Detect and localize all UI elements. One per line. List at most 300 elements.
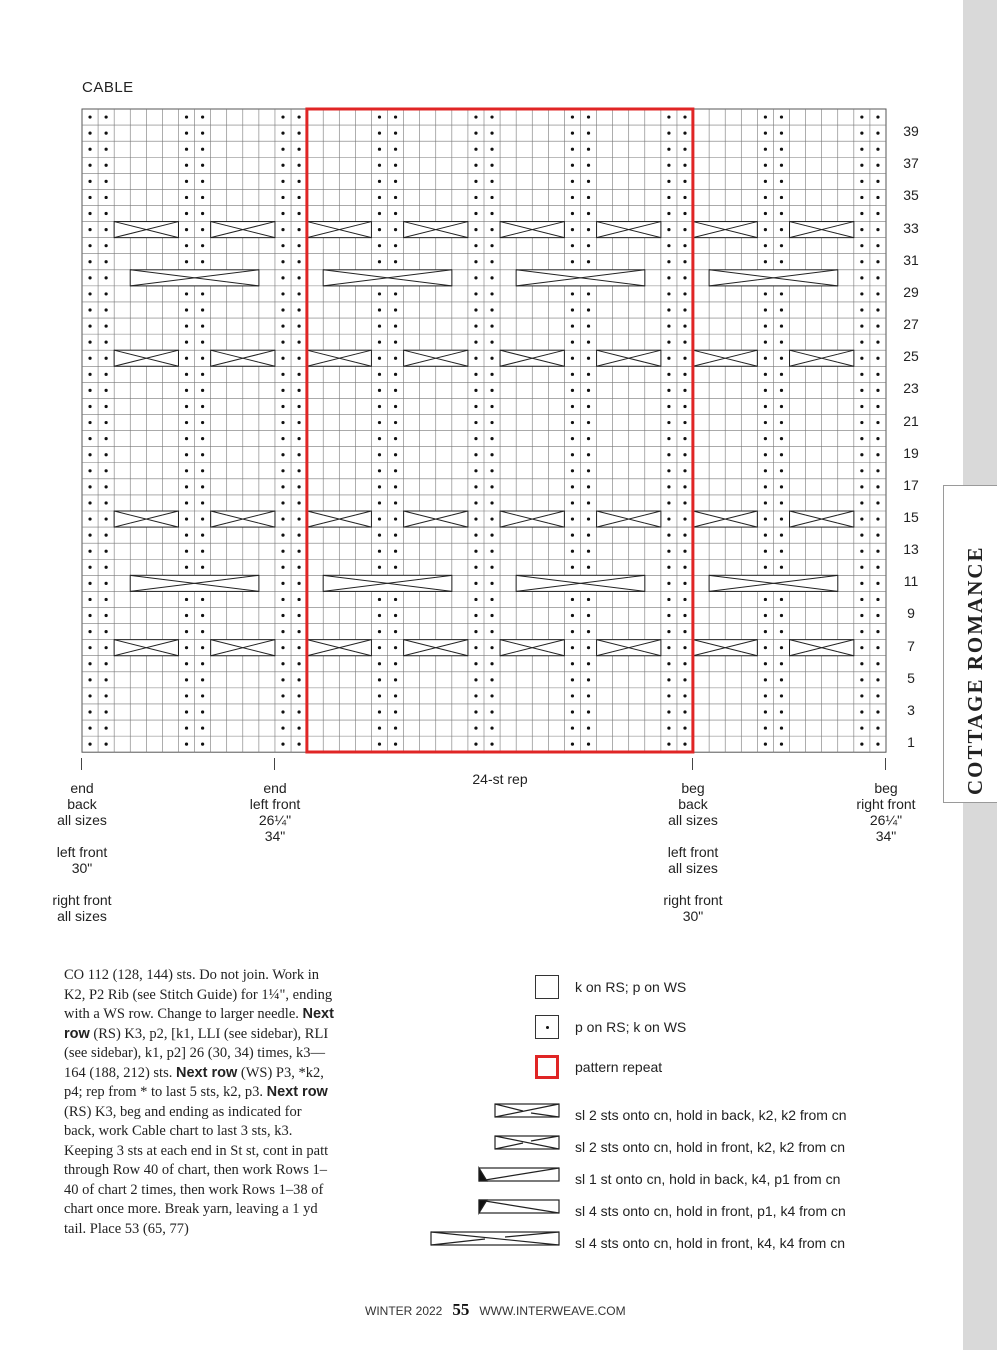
purl-dot (780, 566, 783, 569)
purl-dot (378, 694, 381, 697)
purl-dot (185, 501, 188, 504)
purl-dot (571, 148, 574, 151)
purl-dot (876, 534, 879, 537)
purl-dot (860, 678, 863, 681)
instr-bold: Next row (64, 1006, 334, 1042)
marker-end-back (17, 780, 147, 924)
purl-dot (876, 148, 879, 151)
purl-dot (683, 260, 686, 263)
row-number: 17 (903, 476, 919, 493)
purl-dot (876, 501, 879, 504)
purl-dot (201, 598, 204, 601)
row-number: 25 (903, 348, 919, 365)
purl-dot (378, 678, 381, 681)
purl-dot (185, 373, 188, 376)
purl-dot (571, 341, 574, 344)
purl-dot (185, 389, 188, 392)
purl-dot (571, 485, 574, 488)
purl-dot (281, 646, 284, 649)
purl-dot (780, 598, 783, 601)
purl-dot (105, 276, 108, 279)
purl-dot (88, 501, 91, 504)
purl-dot (667, 260, 670, 263)
purl-dot (281, 405, 284, 408)
purl-dot (571, 630, 574, 633)
purl-dot (780, 646, 783, 649)
purl-dot (860, 501, 863, 504)
purl-dot (88, 614, 91, 617)
purl-dot (667, 710, 670, 713)
purl-dot (667, 276, 670, 279)
purl-dot (780, 228, 783, 231)
row-number: 15 (903, 509, 919, 525)
marker-line: 26¼" (258, 812, 292, 828)
purl-dot (876, 196, 879, 199)
purl-dot (683, 726, 686, 729)
purl-dot (683, 196, 686, 199)
purl-dot (490, 630, 493, 633)
purl-dot (394, 710, 397, 713)
row-number: 11 (903, 573, 919, 590)
purl-dot (860, 662, 863, 665)
purl-dot (105, 582, 108, 585)
purl-dot (297, 421, 300, 424)
purl-dot (297, 598, 300, 601)
purl-dot (683, 132, 686, 135)
purl-dot (297, 324, 300, 327)
purl-dot (667, 357, 670, 360)
purl-dot (780, 743, 783, 746)
purl-dot (860, 180, 863, 183)
purl-dot (876, 244, 879, 247)
marker-text (17, 780, 147, 924)
purl-dot (105, 726, 108, 729)
purl-dot (667, 115, 670, 118)
purl-dot (490, 228, 493, 231)
purl-dot (876, 421, 879, 424)
purl-dot (876, 743, 879, 746)
purl-dot (281, 437, 284, 440)
purl-dot (185, 726, 188, 729)
purl-dot (780, 115, 783, 118)
purl-dot (876, 260, 879, 263)
purl-dot (667, 437, 670, 440)
purl-dot (683, 405, 686, 408)
purl-dot (88, 469, 91, 472)
purl-dot (185, 196, 188, 199)
purl-dot (474, 228, 477, 231)
purl-dot (281, 743, 284, 746)
purl-dot (490, 132, 493, 135)
purl-dot (201, 550, 204, 553)
purl-dot (281, 148, 284, 151)
purl-dot (490, 678, 493, 681)
purl-dot (780, 260, 783, 263)
purl-dot (201, 534, 204, 537)
row-number: 37 (903, 155, 919, 172)
purl-dot (281, 228, 284, 231)
purl-dot (780, 678, 783, 681)
purl-dot (764, 662, 767, 665)
purl-dot (860, 517, 863, 520)
purl-dot (185, 228, 188, 231)
purl-dot (185, 662, 188, 665)
purl-dot (667, 566, 670, 569)
purl-dot (490, 196, 493, 199)
purl-dot (297, 710, 300, 713)
purl-dot (474, 357, 477, 360)
section-tab-label: COTTAGE ROMANCE (963, 545, 987, 795)
purl-dot (860, 244, 863, 247)
purl-dot (587, 148, 590, 151)
purl-dot (378, 614, 381, 617)
purl-dot (201, 485, 204, 488)
purl-dot (297, 196, 300, 199)
purl-dot (683, 389, 686, 392)
purl-dot (780, 341, 783, 344)
purl-dot (185, 164, 188, 167)
purl-dot (88, 566, 91, 569)
purl-dot (860, 566, 863, 569)
purl-dot (683, 678, 686, 681)
purl-dot (474, 260, 477, 263)
purl-dot (571, 373, 574, 376)
purl-dot (297, 517, 300, 520)
purl-dot (88, 324, 91, 327)
purl-dot (764, 726, 767, 729)
purl-dot (860, 710, 863, 713)
purl-dot (185, 469, 188, 472)
purl-dot (490, 244, 493, 247)
purl-dot (201, 566, 204, 569)
marker-text (821, 780, 951, 844)
purl-dot (297, 115, 300, 118)
purl-dot (201, 115, 204, 118)
purl-dot (88, 582, 91, 585)
purl-dot (490, 276, 493, 279)
purl-dot (490, 212, 493, 215)
purl-dot (683, 244, 686, 247)
purl-dot (587, 196, 590, 199)
purl-dot (105, 357, 108, 360)
purl-dot (474, 373, 477, 376)
purl-dot (201, 694, 204, 697)
purl-dot (201, 405, 204, 408)
purl-dot (587, 726, 590, 729)
purl-dot (88, 550, 91, 553)
purl-dot (201, 614, 204, 617)
purl-dot (876, 357, 879, 360)
purl-dot (587, 212, 590, 215)
purl-dot (281, 180, 284, 183)
purl-dot (105, 421, 108, 424)
purl-dot (281, 582, 284, 585)
purl-dot (281, 550, 284, 553)
purl-dot (490, 534, 493, 537)
purl-dot (587, 292, 590, 295)
purl-dot (88, 196, 91, 199)
purl-dot (780, 550, 783, 553)
purl-dot (281, 260, 284, 263)
marker-line: right front (663, 892, 723, 908)
purl-dot (88, 517, 91, 520)
purl-dot (764, 485, 767, 488)
purl-dot (876, 292, 879, 295)
purl-dot (474, 196, 477, 199)
purl-dot (764, 373, 767, 376)
purl-dot (201, 501, 204, 504)
purl-dot (88, 276, 91, 279)
purl-dot (876, 453, 879, 456)
purl-dot (394, 598, 397, 601)
marker-line (17, 828, 147, 844)
purl-dot (764, 180, 767, 183)
purl-dot (860, 469, 863, 472)
purl-dot (281, 614, 284, 617)
purl-dot (201, 308, 204, 311)
row-number: 29 (903, 283, 919, 300)
marker-line: back (67, 796, 97, 812)
purl-dot (860, 389, 863, 392)
marker-beg-right-front (821, 780, 951, 844)
purl-dot (105, 694, 108, 697)
purl-dot (667, 501, 670, 504)
purl-dot (490, 357, 493, 360)
purl-dot (876, 630, 879, 633)
purl-dot (780, 244, 783, 247)
purl-dot (490, 662, 493, 665)
row-number: 5 (907, 669, 915, 686)
purl-dot (474, 212, 477, 215)
purl-dot (297, 437, 300, 440)
marker-line: back (678, 796, 708, 812)
purl-dot (105, 550, 108, 553)
purl-dot (860, 421, 863, 424)
purl-dot (667, 550, 670, 553)
purl-dot (474, 341, 477, 344)
page-footer (365, 1300, 626, 1320)
purl-dot (105, 598, 108, 601)
purl-dot (490, 646, 493, 649)
purl-dot (474, 485, 477, 488)
purl-dot (88, 534, 91, 537)
purl-dot (587, 566, 590, 569)
purl-dot (105, 743, 108, 746)
purl-dot (394, 453, 397, 456)
purl-dot (281, 308, 284, 311)
purl-dot (876, 405, 879, 408)
purl-dot (667, 614, 670, 617)
purl-dot (764, 469, 767, 472)
purl-dot (490, 694, 493, 697)
purl-dot (780, 534, 783, 537)
purl-dot (394, 678, 397, 681)
purl-dot (860, 630, 863, 633)
purl-dot (764, 646, 767, 649)
purl-dot (297, 357, 300, 360)
purl-dot (587, 421, 590, 424)
purl-dot (394, 308, 397, 311)
purl-dot (185, 341, 188, 344)
purl-dot (185, 743, 188, 746)
purl-dot (571, 550, 574, 553)
purl-dot (105, 678, 108, 681)
purl-dot (185, 694, 188, 697)
purl-dot (490, 148, 493, 151)
purl-dot (683, 421, 686, 424)
purl-dot (667, 678, 670, 681)
marker-line: 30" (71, 860, 93, 876)
purl-dot (764, 357, 767, 360)
purl-dot (571, 244, 574, 247)
purl-dot (571, 357, 574, 360)
purl-dot (394, 421, 397, 424)
purl-dot (394, 148, 397, 151)
purl-dot (105, 292, 108, 295)
purl-dot (571, 743, 574, 746)
purl-dot (88, 341, 91, 344)
purl-dot (185, 437, 188, 440)
purl-dot (764, 598, 767, 601)
purl-dot (201, 180, 204, 183)
purl-dot (571, 132, 574, 135)
row-number: 39 (903, 123, 919, 140)
purl-dot (490, 550, 493, 553)
purl-dot (780, 485, 783, 488)
purl-dot (683, 212, 686, 215)
purl-dot (281, 694, 284, 697)
purl-dot (394, 341, 397, 344)
purl-dot (394, 646, 397, 649)
instr-part: (WS) P3, *k2, p4; rep from * to last 5 sts, k2, p3. (64, 1064, 324, 1100)
purl-dot (764, 196, 767, 199)
purl-dot (88, 726, 91, 729)
purl-dot (88, 485, 91, 488)
purl-dot (88, 405, 91, 408)
purl-dot (860, 646, 863, 649)
purl-dot (860, 614, 863, 617)
purl-dot (394, 373, 397, 376)
purl-dot (667, 726, 670, 729)
purl-dot (587, 373, 590, 376)
purl-dot (105, 196, 108, 199)
purl-dot (394, 212, 397, 215)
purl-dot (378, 373, 381, 376)
purl-dot (474, 324, 477, 327)
purl-dot (297, 260, 300, 263)
purl-dot (474, 678, 477, 681)
purl-dot (201, 244, 204, 247)
purl-dot (281, 485, 284, 488)
purl-dot (378, 405, 381, 408)
purl-dot (297, 469, 300, 472)
purl-dot (683, 646, 686, 649)
purl-dot (860, 550, 863, 553)
purl-dot (571, 421, 574, 424)
row-number: 9 (907, 605, 915, 622)
purl-dot (780, 501, 783, 504)
row-number: 3 (907, 701, 915, 718)
purl-dot (780, 453, 783, 456)
purl-dot (667, 598, 670, 601)
purl-dot (587, 710, 590, 713)
purl-dot (474, 694, 477, 697)
purl-dot (378, 421, 381, 424)
purl-dot (378, 180, 381, 183)
purl-dot (764, 212, 767, 215)
purl-dot (860, 437, 863, 440)
legend-c4f-label: sl 2 sts onto cn, hold in front, k2, k2 from cn (575, 1139, 846, 1155)
purl-dot (201, 324, 204, 327)
purl-dot (667, 405, 670, 408)
marker-text (210, 780, 340, 844)
purl-dot (378, 469, 381, 472)
purl-dot (587, 614, 590, 617)
purl-dot (201, 148, 204, 151)
purl-dot (185, 115, 188, 118)
purl-dot (281, 517, 284, 520)
purl-dot (860, 292, 863, 295)
purl-dot (474, 501, 477, 504)
purl-dot (378, 164, 381, 167)
purl-dot (571, 710, 574, 713)
purl-dot (683, 662, 686, 665)
purl-dot (281, 421, 284, 424)
marker-line: beg (681, 780, 705, 796)
purl-dot (764, 678, 767, 681)
purl-dot (394, 357, 397, 360)
purl-dot (185, 550, 188, 553)
purl-dot (281, 501, 284, 504)
purl-dot (780, 196, 783, 199)
purl-dot (571, 212, 574, 215)
purl-dot (394, 437, 397, 440)
purl-dot (88, 389, 91, 392)
purl-dot (394, 566, 397, 569)
purl-dot (88, 678, 91, 681)
purl-dot (394, 244, 397, 247)
purl-dot (490, 389, 493, 392)
purl-dot (474, 405, 477, 408)
c4b-symbol (495, 1104, 559, 1117)
purl-dot (780, 630, 783, 633)
purl-dot (860, 324, 863, 327)
purl-dot (394, 726, 397, 729)
purl-dot (860, 228, 863, 231)
purl-dot (474, 292, 477, 295)
purl-dot (185, 357, 188, 360)
purl-dot (667, 324, 670, 327)
purl-dot (105, 710, 108, 713)
purl-dot (105, 148, 108, 151)
purl-dot (474, 308, 477, 311)
purl-dot (860, 148, 863, 151)
purl-dot (297, 389, 300, 392)
purl-dot (201, 726, 204, 729)
purl-dot (490, 614, 493, 617)
purl-dot (185, 132, 188, 135)
marker-line: right front (856, 796, 916, 812)
purl-dot (587, 678, 590, 681)
purl-dot (88, 357, 91, 360)
purl-dot (474, 646, 477, 649)
purl-dot (571, 437, 574, 440)
purl-dot (394, 132, 397, 135)
purl-dot (88, 694, 91, 697)
footer-site: WWW.INTERWEAVE.COM (479, 1304, 626, 1318)
purl-dot (297, 405, 300, 408)
row-number: 31 (903, 251, 919, 268)
